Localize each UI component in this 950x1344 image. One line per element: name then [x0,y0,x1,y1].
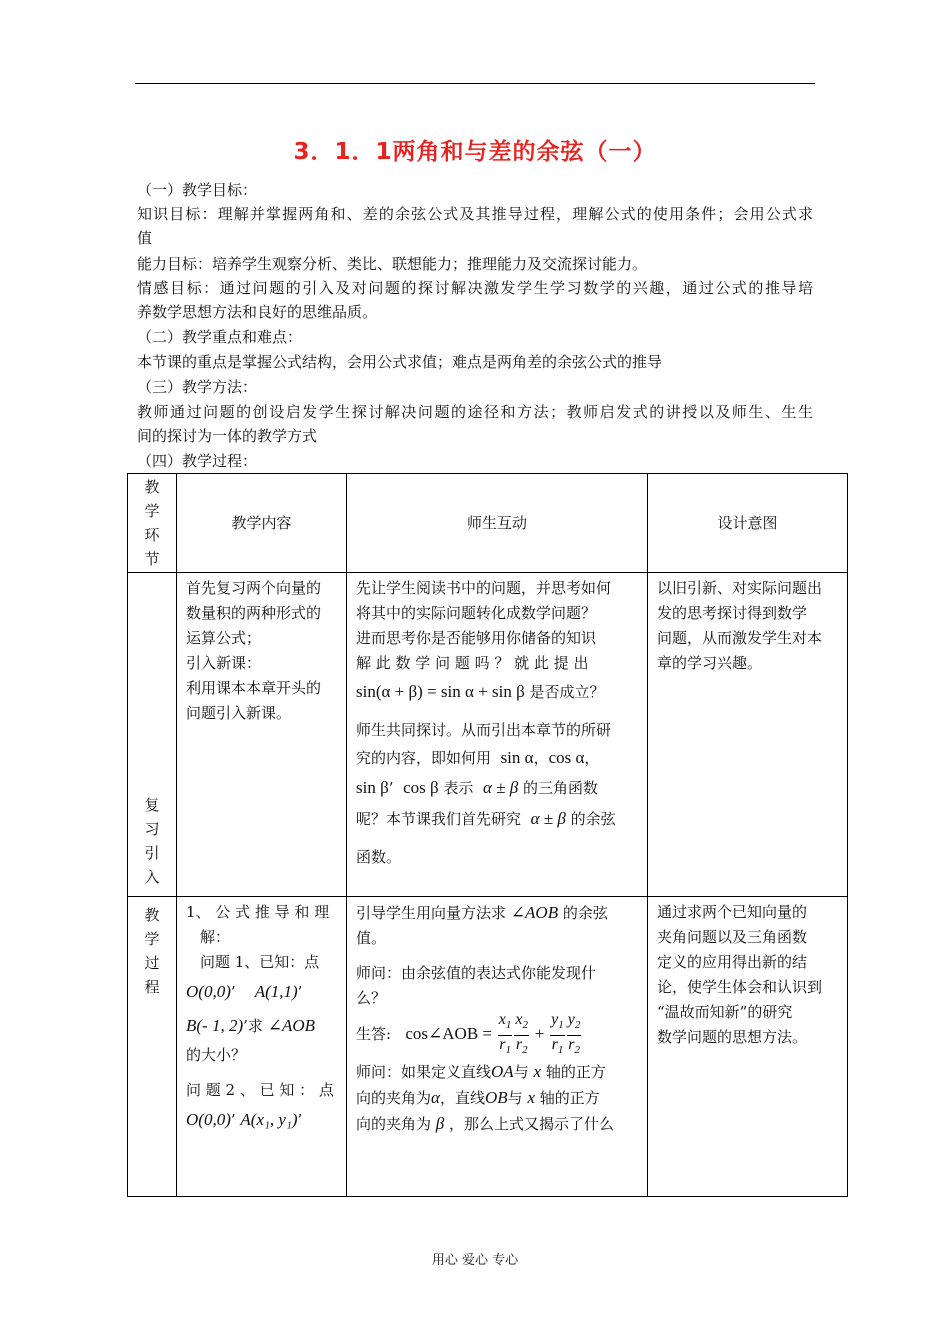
ability-goal: 能力目标：培养学生观察分析、类比、联想能力；推理能力及交流探讨能力。 [137,255,648,273]
emotion-goal-cont: 养数学思想方法和良好的思维品质。 [137,303,378,321]
header-intent: 设计意图 [648,474,848,573]
stage-process: 教 学 过 程 [128,897,177,1197]
focus-heading: （二）教学重点和难点： [137,328,303,346]
method-text: 教师通过问题的创设启发学生探讨解决问题的途径和方法；教师启发式的讲授以及师生、生生 [137,403,813,421]
stage-review: 复 习 引 入 [128,573,177,897]
fraction-y2-r2: $\frac{y_2}{r_2}$ [567,1011,581,1056]
header-stage: 教 学 环 节 [128,474,177,573]
method-text-cont: 间的探讨为一体的教学方式 [137,427,318,445]
fraction-x2-r2: $\frac{x_2}{r_2}$ [515,1011,529,1056]
knowledge-goal-cont: 值 [137,229,153,247]
intent-review: 以旧引新、对实际问题出 发的思考探讨得到数学 问题，从而激发学生对本 章的学习兴趣。 [648,573,848,897]
focus-text: 本节课的重点是掌握公式结构，会用公式求值；难点是两角差的余弦公式的推导 [137,353,663,371]
content-review: 首先复习两个向量的 数量积的两种形式的 运算公式； 引入新课： 利用课本本章开头的 问题引入新课。 [177,573,347,897]
interaction-process: 引导学生用向量方法求 ∠AOB 的余弦 值。 师问：由余弦值的表达式你能发现什 么？ 生答: cos∠AOB = $\frac{x_1}{r_1}$ $\frac{x_2}{r_2}$ + $\frac{y_1}{r_1}$ $\frac{y_2}{r_2}$ 师问：如果定义直线OA与 x 轴的正方 向的夹角为α，直线OB与 x 轴的正方 向的夹角为 β ，那么上式又揭示了什么 [347,897,648,1197]
formula-sin-sum: sin(α + β) = sin α + sin β [356,682,525,701]
page-title: 3．1．1两角和与差的余弦（一） [293,139,657,165]
method-heading: （三）教学方法： [137,378,258,396]
teaching-process-table [127,473,848,1197]
header-interaction: 师生互动 [347,474,648,573]
page-footer: 用心 爱心 专心 [431,1253,519,1268]
table-header-row [128,474,848,573]
header-content: 教学内容 [177,474,347,573]
fraction-y1-r1: $\frac{y_1}{r_1}$ [551,1011,564,1056]
intent-process: 通过求两个已知向量的 夹角问题以及三角函数 定义的应用得出新的结 论，使学生体会和认识到 “温故而知新”的研究 数学问题的思想方法。 [648,897,848,1197]
emotion-goal: 情感目标：通过问题的引入及对问题的探讨解决激发学生学习数学的兴趣，通过公式的推导培 [137,279,813,297]
table-row-review [128,573,848,897]
interaction-review: 先让学生阅读书中的问题，并思考如何 将其中的实际问题转化成数学问题？ 进而思考你是否能够用你储备的知识 解 此 数 学 问 题 吗 ？ 就 此 提 出 sin(α + β) = sin α + sin β 是否成立？ 师生共同探讨。从而引出本章节的所研 究的内容，即如何用 sin α，cos α， sin β’ cos β 表示 α ± β 的三角函数 呢？本节课我们首先研究 α ± β 的余弦 函数。 [347,573,648,897]
formula-cos-aob: cos∠AOB = [405,1024,493,1043]
content-process: 1、 公 式 推 导 和 理 解： 问题 1、已知：点 O(0,0)’ A(1,1)’ B(- 1, 2)’求 ∠AOB 的大小？ 问 题 2 、 已 知 ： 点 O(0,0)’ A(x₁, y₁)’ [177,897,347,1197]
header-rule [135,83,815,84]
process-heading: （四）教学过程： [137,452,258,470]
fraction-x1-r1: $\frac{x_1}{r_1}$ [498,1011,512,1056]
table-row-process [128,897,848,1197]
goals-heading: （一）教学目标： [137,181,258,199]
knowledge-goal: 知识目标：理解并掌握两角和、差的余弦公式及其推导过程，理解公式的使用条件；会用公式求 [137,205,813,223]
